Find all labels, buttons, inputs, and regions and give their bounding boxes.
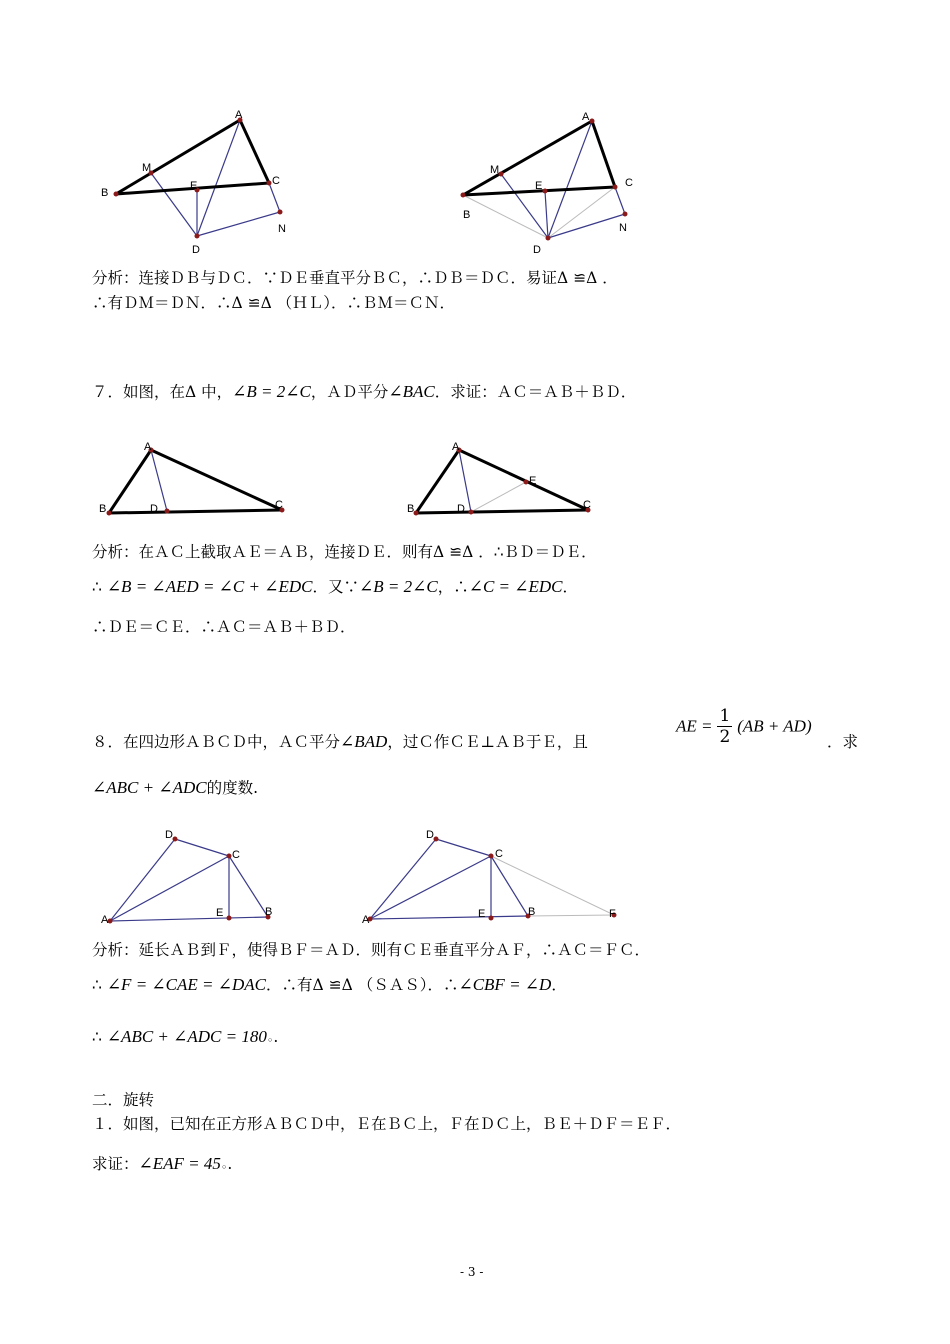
label-A: A	[101, 914, 109, 926]
proof-math: ∠EAF = 45	[138, 1154, 221, 1173]
label-E: E	[478, 908, 486, 920]
figure-8-left	[95, 826, 295, 928]
p7-a2-end: ．	[562, 578, 579, 596]
label-A: A	[452, 441, 460, 453]
p8-a2-math2: ∠CBF = ∠D	[458, 975, 552, 994]
label-E: E	[535, 180, 543, 192]
label-N: N	[619, 222, 627, 234]
label-B: B	[265, 906, 273, 918]
label-D: D	[192, 244, 200, 256]
figure-7-left	[95, 438, 295, 520]
proof-degree: ◦	[220, 1161, 228, 1174]
p7-a2-text: ．又∵	[312, 578, 359, 596]
p8-q2-text: 的度数.	[206, 779, 259, 797]
p8-a2-end: ．	[551, 976, 567, 994]
p8-formula-rhs: (AB + AD)	[737, 716, 812, 736]
label-A: A	[582, 111, 590, 123]
section-2-title: 二．旋转	[92, 1091, 155, 1109]
p8-question-line2	[92, 778, 258, 798]
label-A: A	[144, 441, 152, 453]
label-B: B	[99, 503, 107, 515]
label-D: D	[165, 829, 173, 841]
p8-analysis-line3	[92, 1027, 278, 1051]
p8-analysis-line2	[92, 975, 567, 995]
label-A: A	[235, 109, 243, 121]
p7-q-math2: ∠BAC	[388, 382, 435, 401]
p7-analysis-line1: 分析：在ＡＣ上截取ＡＥ＝ＡＢ，连接ＤＥ．则有Δ ≌Δ ．∴ＢＤ＝ＤＥ．	[92, 543, 597, 561]
p8-a3-degree: ◦	[266, 1034, 274, 1047]
p8-formula-fraction	[717, 706, 732, 747]
p7-analysis-line3: ∴ＤＥ＝ＣＥ．∴ＡＣ＝ＡＢ＋ＢＤ．	[92, 618, 356, 636]
p7-a2-math1: ∠B = ∠AED = ∠C + ∠EDC	[106, 577, 313, 596]
label-E: E	[529, 475, 537, 487]
p8-q-b: ，过Ｃ作ＣＥ⊥ＡＢ于Ｅ，且	[387, 733, 588, 751]
label-C: C	[625, 177, 633, 189]
label-E: E	[190, 180, 198, 192]
p7-q-c: ．求证：ＡＣ＝ＡＢ＋ＢＤ．	[434, 383, 637, 401]
p8-a3-end: .	[273, 1028, 279, 1046]
label-C: C	[272, 175, 280, 187]
label-M: M	[490, 164, 500, 176]
p8-formula-lhs: AE =	[676, 716, 713, 736]
p7-analysis-line2	[92, 577, 578, 597]
p7-q-b: ，ＡＤ平分	[310, 383, 389, 401]
label-C: C	[275, 499, 283, 511]
label-M: M	[142, 162, 152, 174]
p8-a3-math: ∠ABC + ∠ADC = 180	[106, 1027, 267, 1046]
proof-label: 求证：	[92, 1155, 139, 1173]
figure-6-left	[90, 105, 310, 260]
label-C: C	[583, 499, 591, 511]
label-C: C	[495, 848, 503, 860]
p8-q2-math: ∠ABC + ∠ADC	[92, 778, 207, 797]
p7-a2-text2: ，∴	[437, 578, 469, 596]
label-B: B	[463, 209, 471, 221]
label-B: B	[528, 906, 536, 918]
p8-a2-math1: ∠F = ∠CAE = ∠DAC	[106, 975, 266, 994]
p8-q-a: ８．在四边形ＡＢＣＤ中，ＡＣ平分	[92, 733, 341, 751]
p8-formula-den: 2	[719, 727, 731, 747]
p7-a2-math2: ∠B = 2∠C	[359, 577, 438, 596]
p8-a2-text: ．∴有Δ ≌Δ （ＳＡＳ）．∴	[265, 976, 459, 994]
p7-q-math1: ∠B = 2∠C	[232, 382, 311, 401]
p8-question-line1	[92, 732, 588, 752]
figure-8-right	[358, 826, 628, 928]
p8-analysis-line1: 分析：延长ＡＢ到Ｆ，使得ＢＦ＝ＡＤ．则有ＣＥ垂直平分ＡＦ，∴ＡＣ＝ＦＣ．	[92, 941, 651, 959]
figure-6-right	[455, 105, 675, 260]
label-N: N	[278, 223, 286, 235]
label-D: D	[533, 244, 541, 256]
label-B: B	[101, 187, 109, 199]
label-E: E	[216, 907, 224, 919]
p7-a2-math3: ∠C = ∠EDC	[468, 577, 563, 596]
p7-q-a: ７．如图，在Δ 中，	[92, 383, 233, 401]
label-D: D	[457, 503, 465, 515]
label-B: B	[407, 503, 415, 515]
label-D: D	[150, 503, 158, 515]
section-2-q1: １．如图，已知在正方形ＡＢＣＤ中，Ｅ在ＢＣ上，Ｆ在ＤＣ上，ＢＥ＋ＤＦ＝ＥＦ．	[92, 1115, 682, 1133]
p8-formula	[676, 706, 812, 747]
label-C: C	[232, 849, 240, 861]
page-number: - 3 -	[460, 1265, 484, 1279]
p6-analysis-line2: ∴有ＤＭ＝ＤＮ．∴Δ ≌Δ （ＨＬ）．∴ＢＭ＝ＣＮ．	[92, 294, 455, 312]
section-2-proof	[92, 1154, 232, 1178]
label-A: A	[362, 914, 370, 926]
label-D: D	[426, 829, 434, 841]
p8-a3-therefore: ∴	[92, 1028, 102, 1046]
p7-question	[92, 382, 636, 402]
p6-analysis-line1: 分析：连接ＤＢ与ＤＣ．∵ＤＥ垂直平分ＢＣ，∴ＤＢ＝ＤＣ．易证Δ ≌Δ ．	[92, 269, 618, 287]
label-F: F	[609, 908, 616, 920]
p8-q-c: ．求	[827, 733, 859, 751]
p7-a2-therefore: ∴	[92, 578, 102, 596]
proof-end: .	[227, 1155, 233, 1173]
p8-q-math1: ∠BAD	[340, 732, 388, 751]
p8-formula-num: 1	[719, 706, 731, 726]
figure-7-right	[402, 438, 602, 520]
p8-a2-therefore: ∴	[92, 976, 102, 994]
